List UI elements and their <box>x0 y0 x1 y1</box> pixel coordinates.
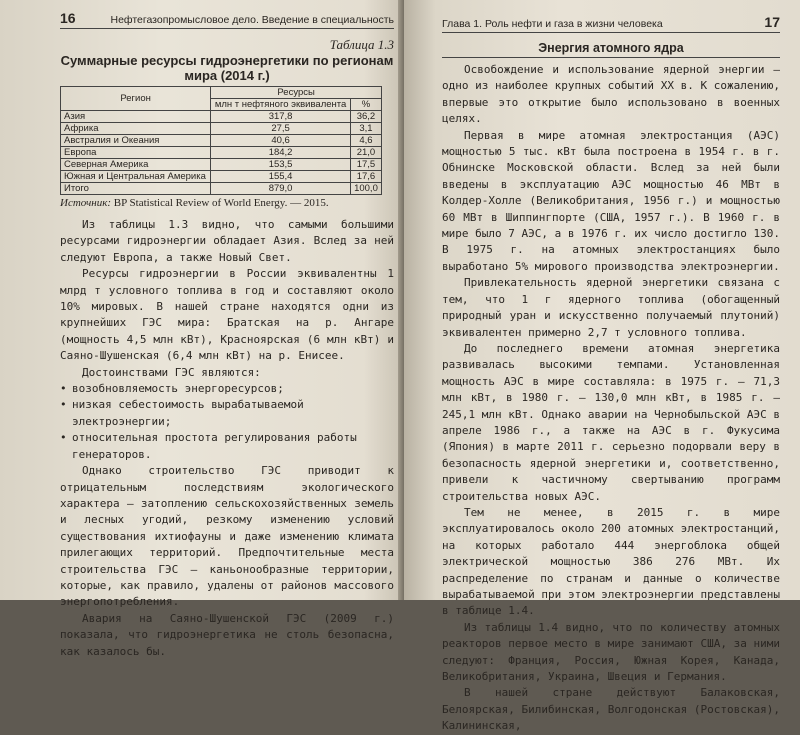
left-page <box>0 0 404 658</box>
right-running-head-title: Глава 1. Роль нефти и газа в жизни человека <box>442 18 663 30</box>
header-resources: Ресурсы <box>211 87 382 99</box>
header-mln: млн т нефтяного эквивалента <box>211 99 351 111</box>
cell-pct: 21,0 <box>350 147 381 159</box>
cell-region: Европа <box>61 147 211 159</box>
list-item: • относительная простота регулирования работы генераторов. <box>60 430 394 463</box>
table-source <box>60 197 394 209</box>
cell-mln: 317,8 <box>211 111 351 123</box>
cell-region: Австралия и Океания <box>61 135 211 147</box>
table-row <box>61 171 382 183</box>
paragraph: Ресурсы гидроэнергии в России эквивалентны 1 млрд т условного топлива в год и составляют около 10% мировых. В нашей стране находятся одни из крупнейших ГЭС мира: Братская на р. Ангаре (мощность 4,5 млн кВт), Красноярская (6 млн кВт) и Саяно-Шушенская (6,4 млн кВт) на р. Енисее. <box>60 267 394 363</box>
cell-region: Итого <box>61 183 211 195</box>
header-region: Регион <box>61 87 211 111</box>
cell-mln: 155,4 <box>211 171 351 183</box>
table-row <box>61 147 382 159</box>
right-running-head <box>442 14 780 33</box>
cell-mln: 184,2 <box>211 147 351 159</box>
right-body-text <box>442 62 780 735</box>
left-running-head <box>60 10 394 29</box>
paragraph: Привлекательность ядерной энергетики связана с тем, что 1 г ядерного топлива (обогащенный природный уран и искусственно получаемый плутоний) эквивалентен примерно 2,7 т условного топлива. <box>442 276 780 339</box>
paragraph: Тем не менее, в 2015 г. в мире эксплуатировалось около 200 атомных электростанций, на которых работало 444 энергоблока общей электрической мощностью 386 276 МВт. Их распределение по странам и данные о количестве вырабатываемой при этом электроэнергии представлены в таблице 1.4. <box>442 505 780 618</box>
paragraph: До последнего времени атомная энергетика развивалась высокими темпами. Установленная мощность АЭС в мире составляла: в 1975 г. — 71,3 млн кВт, в 1980 г. — 130,0 млн кВт, в 1985 г. — 245,1 млн кВт. Однако аварии на Чернобыльской АЭС в апреле 1986 г., а также на АЭС в г. Фукусима (Япония) в марте 2011 г. серьезно подорвали веру в безопасность ядерной энергетики и, соответственно, привели к частичному свертыванию программ строительства новых АЭС. <box>442 341 780 503</box>
cell-mln: 153,5 <box>211 159 351 171</box>
advantages-list <box>60 381 394 463</box>
cell-region: Северная Америка <box>61 159 211 171</box>
table-row <box>61 183 382 195</box>
paragraph: Из таблицы 1.3 видно, что самыми большими ресурсами гидроэнергии обладает Азия. Вслед за ней следуют Европа, а также Новый Свет. <box>60 218 394 264</box>
left-running-head-title: Нефтегазопромысловое дело. Введение в специальность <box>110 14 394 26</box>
table-row <box>61 135 382 147</box>
paragraph: В нашей стране действуют Балаковская, Белоярская, Билибинская, Волгодонская (Ростовская), Калининская, <box>442 686 780 733</box>
cell-pct: 17,6 <box>350 171 381 183</box>
paragraph: Однако строительство ГЭС приводит к отрицательным последствиям экологического характера — затоплению сельскохозяйственных земель и лесных угодий, резкому изменению условий существования ихтиофауны и даже изменению климата прилегающих территорий. Предпочтительные места строительства ГЭС — каньонообразные территории, которые, как правило, удалены от районов массового энергопотребления. <box>60 464 394 609</box>
hydro-resources-table <box>60 86 382 195</box>
cell-pct: 100,0 <box>350 183 381 195</box>
list-item: • возобновляемость энергоресурсов; <box>60 381 394 397</box>
cell-pct: 36,2 <box>350 111 381 123</box>
table-row <box>61 111 382 123</box>
source-label: Источник: <box>60 197 111 209</box>
paragraph: Из таблицы 1.4 видно, что по количеству атомных реакторов первое место в мире занимают США, за ними следуют: Франция, Россия, Южная Корея, Канада, Великобритания, Украина, Швеция и Германия. <box>442 620 780 684</box>
cell-pct: 3,1 <box>350 123 381 135</box>
table-row <box>61 123 382 135</box>
left-body-text <box>60 217 394 660</box>
cell-region: Азия <box>61 111 211 123</box>
paragraph: Достоинствами ГЭС являются: <box>82 365 261 379</box>
source-text: BP Statistical Review of World Energy. — 2015. <box>111 197 329 209</box>
cell-mln: 27,5 <box>211 123 351 135</box>
section-title: Энергия атомного ядра <box>442 41 780 58</box>
list-item: • низкая себестоимость вырабатываемой электроэнергии; <box>60 397 394 430</box>
left-page-number: 16 <box>60 10 76 26</box>
cell-mln: 40,6 <box>211 135 351 147</box>
paragraph: Авария на Саяно-Шушенской ГЭС (2009 г.) показала, что гидроэнергетика не столь безопасна, как казалось бы. <box>60 611 394 658</box>
cell-pct: 17,5 <box>350 159 381 171</box>
header-pct: % <box>350 99 381 111</box>
cell-pct: 4,6 <box>350 135 381 147</box>
table-row <box>61 159 382 171</box>
paragraph: Освобождение и использование ядерной энергии — одно из наиболее крупных событий XX в. К сожалению, впервые это открытие было использовано в военных целях. <box>442 63 780 126</box>
table-label: Таблица 1.3 <box>329 37 394 52</box>
right-page <box>404 0 800 733</box>
paragraph: Первая в мире атомная электростанция (АЭС) мощностью 5 тыс. кВт была построена в 1954 г. в г. Обнинске Московской области. Вслед за ней были введены в эксплуатацию АЭС мощностью 46 МВт в Колдер-Холле (Великобритания, 1956 г.) и мощностью 60 МВт в Шиппингпорте (США, 1957 г.). В 1960 г. в мире было 7 АЭС, а в 1976 г. их число достигло 130. В 1975 г. на атомных электростанциях было выработано 5% мирового производства электроэнергии. <box>442 128 780 273</box>
cell-region: Африка <box>61 123 211 135</box>
cell-region: Южная и Центральная Америка <box>61 171 211 183</box>
right-page-number: 17 <box>764 14 780 30</box>
table-title: Суммарные ресурсы гидроэнергетики по регионам мира (2014 г.) <box>60 53 394 83</box>
cell-mln: 879,0 <box>211 183 351 195</box>
